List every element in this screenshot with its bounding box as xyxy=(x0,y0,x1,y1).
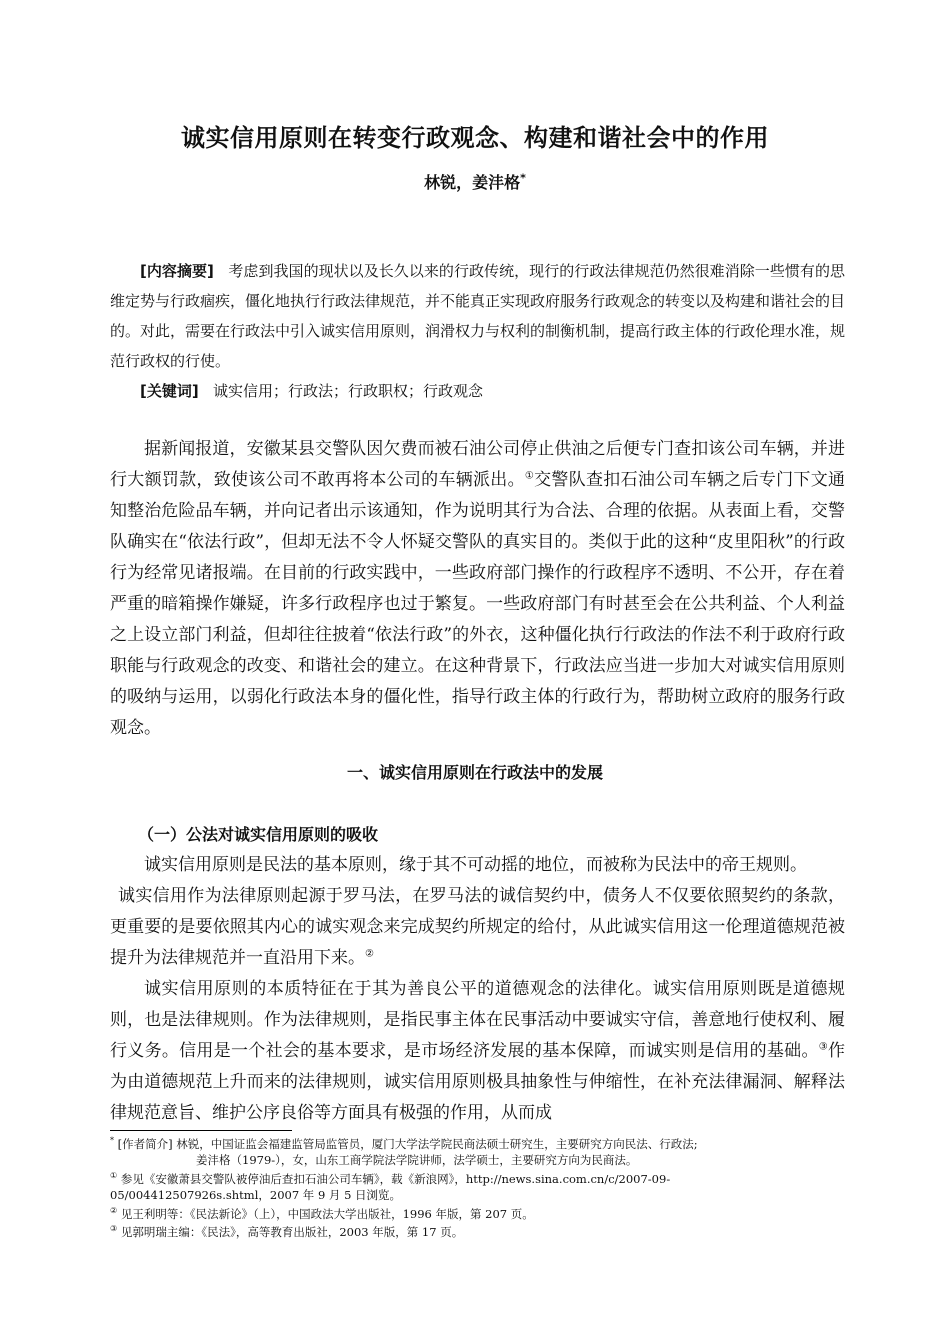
keywords-line xyxy=(110,376,845,406)
footnote-author-line-2: 姜沣格（1979-），女，山东工商学院法学院讲师，法学硕士，主要研究方向为民商法。 xyxy=(196,1152,638,1167)
intro-text-1: 据新闻报道，安徽某县交警队因欠费而被石油公司停止供油之后便专门查扣该公司车辆，并进行大额罚款，致使该公司不敢再将本公司的车辆派出。 xyxy=(110,439,845,490)
footnote-ref-2[interactable]: ② xyxy=(365,948,374,960)
footnote-divider xyxy=(110,1130,292,1131)
keywords-text: 诚实信用；行政法；行政职权；行政观念 xyxy=(213,382,484,400)
footnote-author-mark: * xyxy=(110,1136,114,1145)
keywords-label: [关键词] xyxy=(140,382,199,400)
body-paragraph-3 xyxy=(110,974,845,1129)
footnote-1 xyxy=(110,1168,850,1187)
paper-title: 诚实信用原则在转变行政观念、构建和谐社会中的作用 xyxy=(181,124,769,152)
intro-section xyxy=(110,434,845,744)
footnote-3-text: 见郭明瑞主编：《民法》，高等教育出版社，2003 年版，第 17 页。 xyxy=(120,1225,464,1240)
authors-line xyxy=(0,170,950,193)
footnote-1-line-1: 参见《安徽萧县交警队被停油后查扣石油公司车辆》，载《新浪网》，http://news.sina.com.cn/c/2007-09- xyxy=(120,1171,671,1186)
footnote-author-line-1: [作者简介] 林锐，中国证监会福建监管局监管员，厦门大学法学院民商法硕士研究生，主要研究方向民法、行政法; xyxy=(117,1136,698,1151)
intro-text-2: 交警队查扣石油公司车辆之后专门下文通知整治危险品车辆，并向记者出示该通知，作为说明其行为合法、合理的依据。从表面上看，交警队确实在“依法行政”，但却无法不令人怀疑交警队的真实目的。类似于此的这种“皮里阳秋”的行政行为经常见诸报端。在目前的行政实践中，一些政府部门操作的行政程序不透明、不公开，存在着严重的暗箱操作嫌疑，许多行政程序也过于繁复。一些政府部门有时甚至会在公共利益、个人利益之上设立部门利益，但却往往披着“依法行政”的外衣，这种僵化执行行政法的作法不利于政府行政职能与行政观念的改变、和谐社会的建立。在这种背景下，行政法应当进一步加大对诚实信用原则的吸纳与运用，以弱化行政法本身的僵化性，指导行政主体的行政行为，帮助树立政府的服务行政观念。 xyxy=(110,470,846,738)
body-paragraph-3-text-1: 诚实信用原则的本质特征在于其为善良公平的道德观念的法律化。诚实信用原则既是道德规则，也是法律规则。作为法律规则，是指民事主体在民事活动中要诚实守信，善意地行使权利、履行义务。信用是一个社会的基本要求，是市场经济发展的基本保障，而诚实则是信用的基础。 xyxy=(110,979,845,1061)
body-paragraph-3-text-2: 作为由道德规范上升而来的法律规则，诚实信用原则极具抽象性与伸缩性，在补充法律漏洞、解释法律规范意旨、维护公序良俗等方面具有极强的作用，从而成 xyxy=(110,1041,846,1123)
section-body xyxy=(110,850,845,1129)
footnotes xyxy=(110,1133,850,1240)
footnote-2-mark: ② xyxy=(110,1205,118,1215)
footnote-2-text: 见王利明等：《民法新论》（上），中国政法大学出版社，1996 年版，第 207 页。 xyxy=(120,1206,534,1221)
body-paragraph-2 xyxy=(110,881,845,974)
abstract-block xyxy=(110,256,845,376)
body-paragraph-2-text: 诚实信用作为法律原则起源于罗马法，在罗马法的诚信契约中，债务人不仅要依照契约的条款，更重要的是要依照其内心的诚实观念来完成契约所规定的给付，从此诚实信用这一伦理道德规范被提升为法律规范并一直沿用下来。 xyxy=(110,886,845,968)
footnote-author xyxy=(110,1133,850,1152)
abstract-paragraph xyxy=(110,256,845,376)
footnote-3 xyxy=(110,1221,850,1240)
subsection-heading: （一）公法对诚实信用原则的吸收 xyxy=(138,825,379,844)
footnote-ref-3[interactable]: ③ xyxy=(818,1041,829,1053)
footnote-ref-1[interactable]: ① xyxy=(524,470,535,482)
abstract-text: 考虑到我国的现状以及长久以来的行政传统，现行的行政法律规范仍然很难消除一些惯有的思维定势与行政痼疾，僵化地执行行政法律规范，并不能真正实现政府服务行政观念的转变以及构建和谐社会的目的。对此，需要在行政法中引入诚实信用原则，润滑权力与权利的制衡机制，提高行政主体的行政伦理水准，规范行政权的行使。 xyxy=(110,262,846,370)
footnote-2 xyxy=(110,1203,850,1222)
author-footnote-marker: * xyxy=(520,171,526,185)
section-heading: 一、诚实信用原则在行政法中的发展 xyxy=(346,763,603,782)
footnote-3-mark: ③ xyxy=(110,1224,118,1234)
abstract-label: [内容摘要] xyxy=(140,262,214,280)
author-names: 林锐，姜沣格 xyxy=(424,173,521,192)
intro-paragraph xyxy=(110,434,845,744)
footnote-1-line-2: 05/004412507926s.shtml，2007 年 9 月 5 日浏览。 xyxy=(110,1187,402,1202)
footnote-1-mark: ① xyxy=(110,1170,118,1180)
body-paragraph-1: 诚实信用原则是民法的基本原则，缘于其不可动摇的地位，而被称为民法中的帝王规则。 xyxy=(144,855,807,875)
